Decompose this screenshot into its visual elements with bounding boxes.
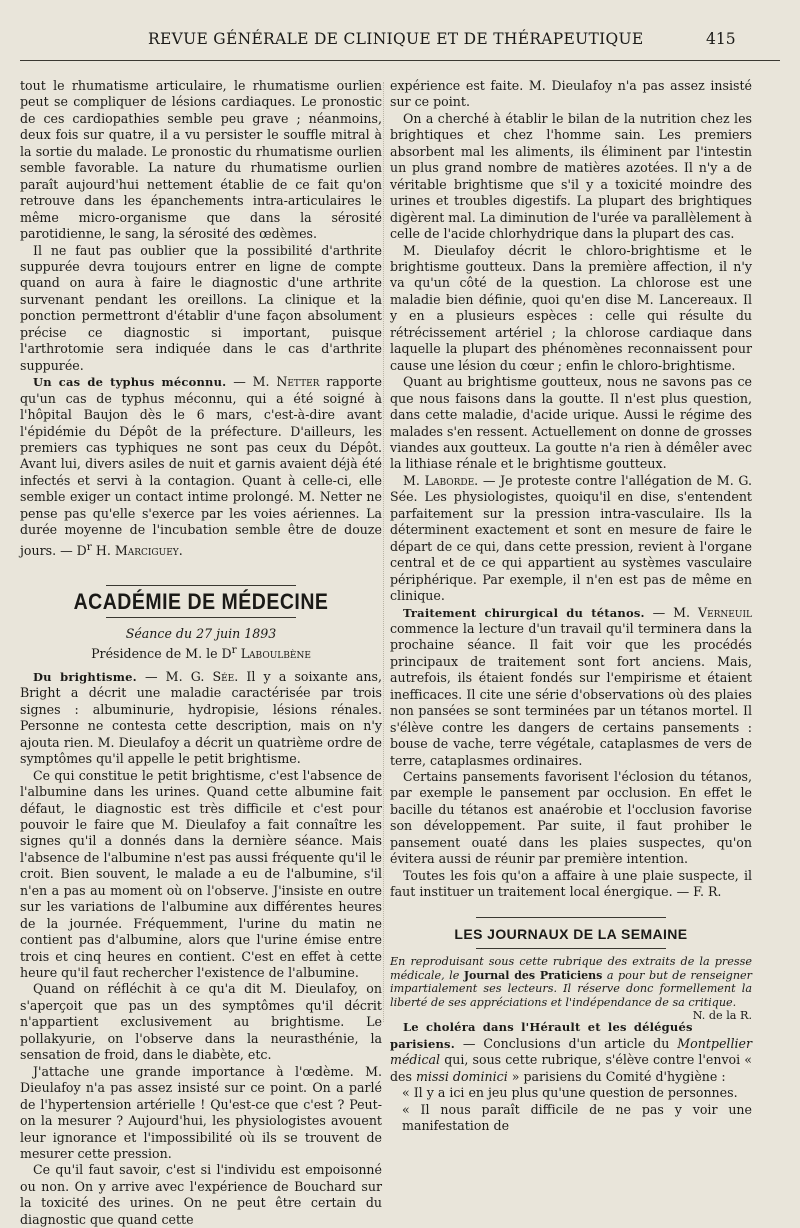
- section-rule: [476, 948, 666, 949]
- section-title: ACADÉMIE DE MÉDECINE: [73, 589, 329, 615]
- article-text: qui, sous cette rubrique, s'élève contre l'envoi « des: [390, 1052, 752, 1084]
- paragraph-chloro: M. Dieulafoy décrit le chloro-brightisme et le brightisme goutteux. Dans la première affection, il n'y va qu'un côté de la question. La chlorose est une maladie bien définie, quoi qu'en dise M. Lancereaux. Il y en a plusieurs espèces : celle qui résulte du rétrécissement artériel ; la chlorose cardiaque dans laquelle la plupart des phénomènes reconnaissent pour cause une lésion du cœur ; enfin le chloro-brightisme.: [390, 242, 752, 373]
- article-text: » parisiens du Comité d'hygiène :: [507, 1068, 726, 1084]
- section-academie: [20, 585, 382, 617]
- runin-heading: Un cas de typhus méconnu.: [33, 375, 227, 390]
- article-text: . Il y a soixante ans, Bright a décrit une maladie caractérisée par trois signes : albuminurie, hydropisie, lésions rénales. Personne ne contesta cette description, mais on n'y ajouta rien. M. Dieulafoy a décrit un quatrième ordre de symptômes qu'il appelle le petit brightisme.: [20, 668, 382, 767]
- article-typhus: [20, 374, 382, 559]
- left-column: [20, 78, 382, 1228]
- header-rule: [20, 60, 780, 61]
- section-rule: [476, 917, 666, 918]
- dash-text: — M.: [644, 604, 698, 620]
- paragraph-empoisonne: Ce qu'il faut savoir, c'est si l'individu est empoisonné ou non. On y arrive avec l'expérience de Bouchard sur la toxicité des urines. On ne peut être certain du diagnostic que quand cette: [20, 1162, 382, 1227]
- paragraph-goutteux: Quant au brightisme goutteux, nous ne savons pas ce que nous faisons dans la goutte. Il n'est plus question, dans cette maladie, d'acide urique. Aussi le régime des malades s'en ressent. Actuellement on donne de grosses viandes aux goutteux. La goutte n'a rien à démêler avec la lithiase rénale et le brightisme goutteux.: [390, 374, 752, 472]
- article-tetanos: [390, 605, 752, 770]
- note-text: En reproduisant sous cette rubrique des extraits de la presse médicale, le: [390, 955, 752, 982]
- paragraph-oedeme: J'attache une grande importance à l'œdème. M. Dieulafoy n'a pas assez insisté sur ce point. On a parlé de l'hypertension artérielle ! Qu'est-ce que c'est ? Peut-on la mesurer ? Aujourd'hui, les physiologistes avouent leur ignorance et l'impossibilité où ils se trouvent de mesurer cette pression.: [20, 1063, 382, 1162]
- presidence-line: [20, 642, 382, 663]
- dash-text: — M.: [226, 374, 277, 390]
- paragraph-bilan: On a cherché à établir le bilan de la nutrition chez les brightiques et chez l'homme sain. Les premiers absorbent mal les aliments, ils éliminent par l'intestin un plus grand nombre de matières azotées. Il n'y a de véritable brightisme que s'il y a toxicité moindre des urines et troubles digestifs. La plupart des brightiques digèrent mal. La diminution de l'urée va parallèlement à celle de l'acide chlorhydrique dans la plupart des cas.: [390, 110, 752, 242]
- running-head: [0, 28, 800, 52]
- article-text: . — Je proteste contre l'allégation de M. G. Sée. Les physiologistes, quoiqu'il en dise, s'entendent parfaitement sur la pression intra-vasculaire. Ils la déterminent exactement et sont en mesure de faire le départ de ce qui, dans cette pression, revient à l'organe central et de ce qui appartient au systèmes vasculaire périphérique. Par exemple, il n'en est pas de même en clinique.: [390, 472, 752, 604]
- note-signature: N. de la R.: [692, 1009, 752, 1023]
- article-text: rapporte qu'un cas de typhus méconnu, qui a été soigné à l'hôpital Baujon dès le 6 mars, c'est-à-dire avant l'épidémie du Dépôt de la préfecture. D'ailleurs, les premiers cas typhiques ne sont pas ceux du Dépôt. Avant lui, divers asiles de nuit et garnis avaient déjà été infectés et servi à la contagion. Quant à celle-ci, elle semble exiger un contact intime prolongé. M. Netter ne pense pas qu'elle s'exerce par les voies aériennes. La durée moyenne de l'incubation semble être de douze jours. — D: [20, 374, 382, 558]
- note-text: a pour but de renseigner impartialement ses lecteurs. Il réserve donc formellement la liberté de ses appréciations et l'indépendance de sa critique.: [390, 968, 753, 1009]
- section-title: LES JOURNAUX DE LA SEMAINE: [454, 925, 688, 942]
- paragraph-symptomes: Quand on réfléchit à ce qu'a dit M. Dieulafoy, on s'aperçoit que pas un des symptômes qu'il décrit n'appartient exclusivement au brightisme. Le pollakyurie, on l'observe dans la neurasthénie, la sensation de froid, dans le diabète, etc.: [20, 981, 382, 1063]
- runin-heading: Le choléra dans l'Hérault et les délégués parisiens.: [390, 1020, 693, 1051]
- session-date: Séance du 27 juin 1893: [125, 625, 277, 641]
- editor-note: [390, 955, 753, 1023]
- author-name: Sée: [212, 668, 235, 684]
- article-text: Conclusions d'un article du: [483, 1035, 678, 1051]
- paragraph-plaie: Toutes les fois qu'on a affaire à une plaie suspecte, il faut instituer un traitement local énergique. — F. R.: [390, 867, 752, 900]
- dash-text: — M. G.: [136, 668, 213, 684]
- dash-text: —: [454, 1035, 484, 1051]
- runin-heading: Traitement chirurgical du tétanos.: [403, 605, 645, 620]
- author-name: Verneuil: [697, 604, 752, 620]
- journal-title: REVUE GÉNÉRALE DE CLINIQUE ET DE THÉRAPEUTIQUE: [148, 30, 644, 48]
- section-rule: [106, 585, 296, 586]
- prefix-text: M.: [403, 472, 425, 488]
- president-name: Laboulbène: [236, 646, 311, 662]
- journal-name: Montpellier médical: [390, 1035, 752, 1068]
- quote-line: « Il y a ici en jeu plus qu'une question de personnes.: [402, 1085, 738, 1101]
- journal-name: Journal des Praticiens: [463, 968, 603, 982]
- section-journaux: [390, 917, 752, 949]
- article-brightisme: [20, 669, 382, 768]
- article-cholera: [390, 1019, 752, 1085]
- article-laborde: [390, 473, 752, 605]
- author-name: Laborde: [424, 472, 475, 488]
- paragraph-rhumatisme: tout le rhumatisme articulaire, le rhumatisme ourlien peut se compliquer de lésions cardiaques. Le pronostic de ces cardiopathies semble peu grave ; néanmoins, deux fois sur quatre, il a vu persister le souffle mitral à la sortie du malade. Le pronostic du rhumatisme ourlien semble favorable. La nature du rhumatisme ourlien paraît aujourd'hui nettement établie de ce fait qu'on retrouve dans les épanchements intra-articulaires le même micro-organisme que dans la sérosité parotidienne, le sang, la sérosité des œdèmes.: [20, 78, 382, 242]
- paragraph-petit-brightisme: Ce qui constitue le petit brightisme, c'est l'absence de l'albumine dans les urines. Quand cette albumine fait défaut, le diagnostic est très difficile et c'est pour pouvoir le faire que M. Dieulafoy a fait connaître les signes qu'il a donnés dans la dernière séance. Mais l'absence de l'albumine n'est pas aussi fréquente qu'il le croit. Bien souvent, le malade a eu de l'albumine, s'il n'en a pas au moment où on l'observe. J'insiste en outre sur les variations de l'albumine aux différentes heures de la journée. Fréquemment, l'urine du matin ne contient pas d'albumine, alors que l'urine émise entre trois et cinq heures en contient. C'est en effet à cette heure qu'il faut rechercher l'existence de l'albumine.: [20, 767, 382, 981]
- right-column: [390, 78, 752, 1135]
- author-name: Netter: [276, 374, 320, 390]
- paragraph-arthrite: Il ne faut pas oublier que la possibilité d'arthrite suppurée devra toujours entrer en ligne de compte quand on aura à faire le diagnostic d'une arthrite survenant pendant les oreillons. La clinique et la ponction permettront d'établir d'une façon absolument précise ce diagnostic si important, puisque l'arthrotomie sera indiquée dans le cas d'arthrite suppurée.: [20, 242, 382, 373]
- runin-heading: Du brightisme.: [33, 669, 137, 684]
- section-rule: [106, 617, 296, 618]
- paragraph-experience: expérience est faite. M. Dieulafoy n'a pas assez insisté sur ce point.: [390, 78, 752, 110]
- signature: H. Marciguey.: [91, 542, 183, 558]
- article-text: commence la lecture d'un travail qu'il terminera dans la prochaine séance. Il fait voir que les procédés principaux de traitement sont fort anciens. Mais, autrefois, ils étaient fondés sur l'empirisme et étaient inefficaces. Il cite une série d'observations où des plaies non pansées se sont terminées par un tétanos mortel. Il s'élève contre les dangers de certains pansements : bouse de vache, terre végétale, cataplasmes de vers de terre, cataplasmes ordinaires.: [390, 620, 752, 768]
- page-number: 415: [706, 30, 736, 48]
- paragraph-pansements: Certains pansements favorisent l'éclosion du tétanos, par exemple le pansement par occlusion. En effet le bacille du tétanos est anaérobie et l'occlusion favorise son développement. Par suite, il faut prohiber le pansement ouaté dans les plaies suspectes, qu'on évitera aussi de réunir par première intention.: [390, 769, 752, 867]
- superscript: r: [231, 644, 237, 657]
- presidence-text: Présidence de M. le D: [91, 646, 232, 662]
- column-divider: [383, 82, 384, 1022]
- quote-line: « Il nous paraît difficile de ne pas y voir une manifestation de: [402, 1101, 752, 1134]
- latin-phrase: missi dominici: [415, 1068, 508, 1084]
- superscript: r: [86, 540, 92, 553]
